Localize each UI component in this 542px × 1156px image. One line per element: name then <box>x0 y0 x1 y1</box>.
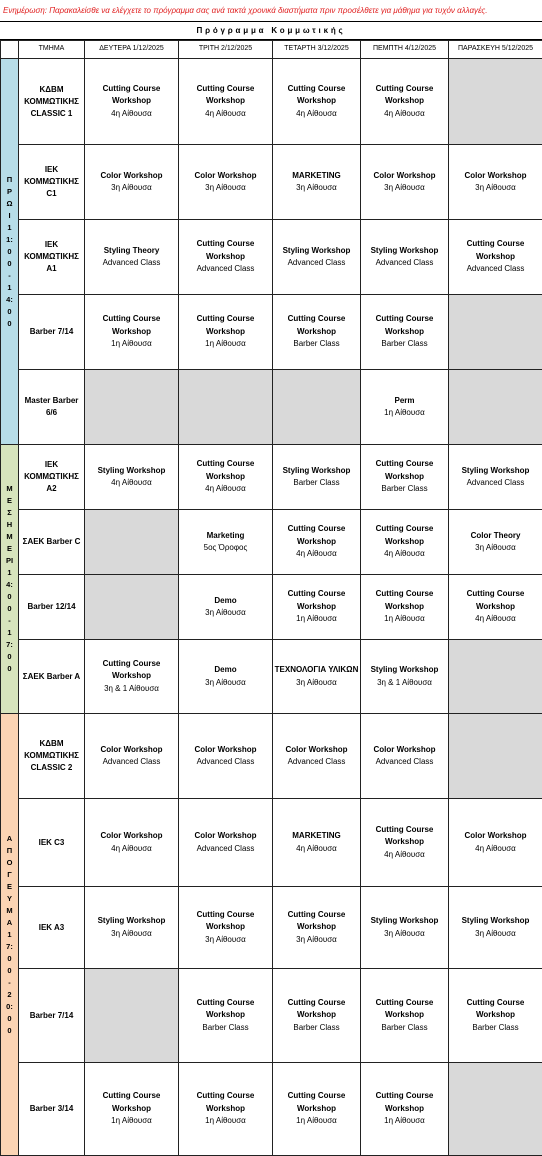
class-cell <box>273 575 361 640</box>
class-cell <box>449 575 542 640</box>
header-wednesday: ΤΕΤΑΡΤΗ 3/12/2025 <box>273 41 361 59</box>
course-name: Styling Workshop <box>449 915 542 928</box>
class-cell <box>273 1063 361 1156</box>
room-name: Advanced Class <box>179 843 272 856</box>
course-name: Cutting Course Workshop <box>85 83 178 108</box>
notice-text: Ενημέρωση: Παρακαλείσθε να ελέγχετε το πρόγραμμα σας ανά τακτά χρονικά διαστήματα πριν προσέλθετε για μάθημα για τυχόν αλλαγές. <box>0 0 542 22</box>
course-name: Styling Workshop <box>85 465 178 478</box>
course-name: Demo <box>179 595 272 608</box>
course-name: Cutting Course Workshop <box>179 238 272 263</box>
course-name: Cutting Course Workshop <box>361 588 448 613</box>
course-name: Styling Theory <box>85 245 178 258</box>
room-name: Advanced Class <box>179 263 272 276</box>
class-cell <box>179 969 273 1063</box>
course-name: Cutting Course Workshop <box>449 238 542 263</box>
room-name: 3η Αίθουσα <box>361 182 448 195</box>
class-cell <box>85 220 179 295</box>
empty-cell <box>85 969 179 1063</box>
table-row <box>1 295 542 370</box>
header-monday: ΔΕΥΤΕΡΑ 1/12/2025 <box>85 41 179 59</box>
course-name: Color Workshop <box>179 170 272 183</box>
course-name: Cutting Course Workshop <box>449 588 542 613</box>
room-name: 4η Αίθουσα <box>273 548 360 561</box>
room-name: Barber Class <box>361 483 448 496</box>
course-name: Cutting Course Workshop <box>179 313 272 338</box>
table-row <box>1 1063 542 1156</box>
class-cell <box>273 510 361 575</box>
room-name: 1η Αίθουσα <box>85 1115 178 1128</box>
course-name: Cutting Course Workshop <box>179 1090 272 1115</box>
empty-cell <box>449 640 542 714</box>
room-name: 4η Αίθουσα <box>449 613 542 626</box>
course-name: Cutting Course Workshop <box>361 83 448 108</box>
course-name: Styling Workshop <box>361 915 448 928</box>
empty-cell <box>449 59 542 145</box>
class-cell <box>179 510 273 575</box>
class-cell <box>449 969 542 1063</box>
header-tuesday: ΤΡΙΤΗ 2/12/2025 <box>179 41 273 59</box>
class-cell <box>361 799 449 887</box>
room-name: Advanced Class <box>85 257 178 270</box>
room-name: 3η Αίθουσα <box>273 934 360 947</box>
course-name: Cutting Course Workshop <box>361 523 448 548</box>
room-name: 4η Αίθουσα <box>273 108 360 121</box>
table-row <box>1 445 542 510</box>
class-cell <box>85 145 179 220</box>
department-cell: Barber 7/14 <box>19 969 85 1063</box>
class-cell <box>273 59 361 145</box>
room-name: 4η Αίθουσα <box>361 108 448 121</box>
course-name: Cutting Course Workshop <box>449 997 542 1022</box>
room-name: 3η Αίθουσα <box>449 928 542 941</box>
course-name: ΤΕΧΝΟΛΟΓΙΑ ΥΛΙΚΩΝ <box>273 664 360 677</box>
room-name: 3η Αίθουσα <box>449 182 542 195</box>
department-cell: ΙΕΚ C3 <box>19 799 85 887</box>
empty-cell <box>85 575 179 640</box>
course-name: Cutting Course Workshop <box>361 997 448 1022</box>
schedule-table <box>0 40 542 1156</box>
table-row <box>1 575 542 640</box>
course-name: Color Workshop <box>179 830 272 843</box>
class-cell <box>179 59 273 145</box>
room-name: Advanced Class <box>273 756 360 769</box>
class-cell <box>179 799 273 887</box>
course-name: Styling Workshop <box>85 915 178 928</box>
room-name: 3η Αίθουσα <box>179 677 272 690</box>
course-name: Perm <box>361 395 448 408</box>
table-row <box>1 370 542 445</box>
room-name: 3η Αίθουσα <box>179 182 272 195</box>
department-cell: ΣΑΕΚ Barber A <box>19 640 85 714</box>
department-cell: Barber 12/14 <box>19 575 85 640</box>
time-slot-label <box>1 445 19 714</box>
class-cell <box>179 1063 273 1156</box>
course-name: Color Workshop <box>85 744 178 757</box>
room-name: Advanced Class <box>449 263 542 276</box>
class-cell <box>85 887 179 969</box>
room-name: 3η Αίθουσα <box>85 182 178 195</box>
room-name: 3η & 1 Αίθουσα <box>361 677 448 690</box>
course-name: Color Workshop <box>361 744 448 757</box>
room-name: 1η Αίθουσα <box>361 407 448 420</box>
course-name: Cutting Course Workshop <box>361 313 448 338</box>
room-name: 3η Αίθουσα <box>273 677 360 690</box>
page-title: Πρόγραμμα Κομμωτικής <box>0 22 542 40</box>
class-cell <box>361 1063 449 1156</box>
room-name: 3η Αίθουσα <box>361 928 448 941</box>
room-name: 1η Αίθουσα <box>361 1115 448 1128</box>
room-name: 4η Αίθουσα <box>179 108 272 121</box>
class-cell <box>273 969 361 1063</box>
room-name: 4η Αίθουσα <box>361 849 448 862</box>
class-cell <box>85 799 179 887</box>
time-slot-text: ΠΡΩΙ 11:00 - 14:00 <box>6 174 14 330</box>
class-cell <box>361 714 449 799</box>
room-name: Barber Class <box>179 1022 272 1035</box>
class-cell <box>361 145 449 220</box>
course-name: Cutting Course Workshop <box>85 658 178 683</box>
room-name: 1η Αίθουσα <box>179 338 272 351</box>
course-name: Color Workshop <box>449 830 542 843</box>
course-name: Color Workshop <box>273 744 360 757</box>
class-cell <box>449 445 542 510</box>
empty-cell <box>449 370 542 445</box>
course-name: Cutting Course Workshop <box>273 83 360 108</box>
class-cell <box>179 575 273 640</box>
course-name: Cutting Course Workshop <box>273 313 360 338</box>
class-cell <box>273 145 361 220</box>
room-name: Barber Class <box>361 338 448 351</box>
course-name: Cutting Course Workshop <box>361 458 448 483</box>
class-cell <box>85 714 179 799</box>
room-name: 4η Αίθουσα <box>85 843 178 856</box>
department-cell: Barber 7/14 <box>19 295 85 370</box>
class-cell <box>273 445 361 510</box>
class-cell <box>179 640 273 714</box>
room-name: 3η & 1 Αίθουσα <box>85 683 178 696</box>
course-name: Cutting Course Workshop <box>273 588 360 613</box>
course-name: Cutting Course Workshop <box>179 997 272 1022</box>
class-cell <box>273 887 361 969</box>
course-name: Cutting Course Workshop <box>361 1090 448 1115</box>
table-row <box>1 969 542 1063</box>
room-name: 4η Αίθουσα <box>361 548 448 561</box>
time-slot-label <box>1 714 19 1156</box>
room-name: Barber Class <box>449 1022 542 1035</box>
department-cell: ΚΔΒΜ ΚΟΜΜΩΤΙΚΗΣ CLASSIC 1 <box>19 59 85 145</box>
course-name: Cutting Course Workshop <box>179 909 272 934</box>
room-name: 3η Αίθουσα <box>179 934 272 947</box>
class-cell <box>179 145 273 220</box>
course-name: Color Theory <box>449 530 542 543</box>
room-name: Barber Class <box>273 1022 360 1035</box>
course-name: Cutting Course Workshop <box>273 523 360 548</box>
header-friday: ΠΑΡΑΣΚΕΥΗ 5/12/2025 <box>449 41 542 59</box>
class-cell <box>273 714 361 799</box>
course-name: Color Workshop <box>85 830 178 843</box>
class-cell <box>273 640 361 714</box>
department-cell: ΙΕΚ ΚΟΜΜΩΤΙΚΗΣ A1 <box>19 220 85 295</box>
room-name: Advanced Class <box>85 756 178 769</box>
course-name: Styling Workshop <box>449 465 542 478</box>
class-cell <box>179 445 273 510</box>
time-slot-text: ΑΠΟΓΕΥΜΑ 17:00 - 20:00 <box>6 833 14 1037</box>
room-name: Barber Class <box>361 1022 448 1035</box>
class-cell <box>179 887 273 969</box>
class-cell <box>85 295 179 370</box>
department-cell: ΙΕΚ Α3 <box>19 887 85 969</box>
class-cell <box>361 887 449 969</box>
department-cell: Master Barber 6/6 <box>19 370 85 445</box>
room-name: Advanced Class <box>361 756 448 769</box>
room-name: 4η Αίθουσα <box>449 843 542 856</box>
room-name: Advanced Class <box>179 756 272 769</box>
room-name: 4η Αίθουσα <box>273 843 360 856</box>
class-cell <box>449 145 542 220</box>
empty-cell <box>449 714 542 799</box>
empty-cell <box>449 1063 542 1156</box>
table-row <box>1 510 542 575</box>
class-cell <box>361 220 449 295</box>
class-cell <box>361 575 449 640</box>
class-cell <box>179 295 273 370</box>
course-name: Cutting Course Workshop <box>273 909 360 934</box>
course-name: Color Workshop <box>85 170 178 183</box>
time-slot-text: ΜΕΣΗΜΕΡΙ 14:00 - 17:00 <box>6 483 14 675</box>
course-name: Styling Workshop <box>273 465 360 478</box>
room-name: 1η Αίθουσα <box>273 613 360 626</box>
empty-cell <box>179 370 273 445</box>
class-cell <box>449 799 542 887</box>
room-name: 1η Αίθουσα <box>361 613 448 626</box>
room-name: 4η Αίθουσα <box>85 477 178 490</box>
class-cell <box>361 295 449 370</box>
class-cell <box>273 295 361 370</box>
class-cell <box>85 1063 179 1156</box>
course-name: Cutting Course Workshop <box>179 83 272 108</box>
class-cell <box>85 640 179 714</box>
course-name: Color Workshop <box>449 170 542 183</box>
room-name: 4η Αίθουσα <box>179 483 272 496</box>
class-cell <box>85 445 179 510</box>
class-cell <box>273 799 361 887</box>
room-name: Barber Class <box>273 477 360 490</box>
course-name: Color Workshop <box>361 170 448 183</box>
empty-cell <box>273 370 361 445</box>
course-name: Color Workshop <box>179 744 272 757</box>
class-cell <box>273 220 361 295</box>
room-name: 3η Αίθουσα <box>449 542 542 555</box>
table-row <box>1 145 542 220</box>
room-name: 3η Αίθουσα <box>85 928 178 941</box>
class-cell <box>449 887 542 969</box>
table-row <box>1 887 542 969</box>
room-name: Barber Class <box>273 338 360 351</box>
table-row <box>1 714 542 799</box>
course-name: Cutting Course Workshop <box>273 1090 360 1115</box>
department-cell: ΙΕΚ ΚΟΜΜΩΤΙΚΗΣ C1 <box>19 145 85 220</box>
class-cell <box>361 370 449 445</box>
class-cell <box>179 714 273 799</box>
class-cell <box>179 220 273 295</box>
room-name: 3η Αίθουσα <box>179 607 272 620</box>
room-name: 1η Αίθουσα <box>273 1115 360 1128</box>
table-row <box>1 59 542 145</box>
room-name: 3η Αίθουσα <box>273 182 360 195</box>
room-name: 1η Αίθουσα <box>85 338 178 351</box>
course-name: Styling Workshop <box>361 245 448 258</box>
room-name: 1η Αίθουσα <box>179 1115 272 1128</box>
department-cell: ΣΑΕΚ Barber C <box>19 510 85 575</box>
course-name: Demo <box>179 664 272 677</box>
class-cell <box>361 969 449 1063</box>
room-name: Advanced Class <box>449 477 542 490</box>
header-corner <box>1 41 19 59</box>
header-row <box>1 41 542 59</box>
room-name: Advanced Class <box>361 257 448 270</box>
department-cell: ΚΔΒΜ ΚΟΜΜΩΤΙΚΗΣ CLASSIC 2 <box>19 714 85 799</box>
course-name: Cutting Course Workshop <box>179 458 272 483</box>
class-cell <box>449 510 542 575</box>
course-name: Cutting Course Workshop <box>273 997 360 1022</box>
empty-cell <box>449 295 542 370</box>
department-cell: Barber 3/14 <box>19 1063 85 1156</box>
header-dept: ΤΜΗΜΑ <box>19 41 85 59</box>
class-cell <box>85 59 179 145</box>
empty-cell <box>85 370 179 445</box>
class-cell <box>449 220 542 295</box>
course-name: Styling Workshop <box>273 245 360 258</box>
course-name: Marketing <box>179 530 272 543</box>
class-cell <box>361 510 449 575</box>
time-slot-label <box>1 59 19 445</box>
room-name: 5ος Όροφος <box>179 542 272 555</box>
room-name: Advanced Class <box>273 257 360 270</box>
course-name: Cutting Course Workshop <box>85 313 178 338</box>
course-name: Styling Workshop <box>361 664 448 677</box>
room-name: 4η Αίθουσα <box>85 108 178 121</box>
class-cell <box>361 640 449 714</box>
department-cell: ΙΕΚ ΚΟΜΜΩΤΙΚΗΣ A2 <box>19 445 85 510</box>
course-name: Cutting Course Workshop <box>361 824 448 849</box>
class-cell <box>361 59 449 145</box>
header-thursday: ΠΕΜΠΤΗ 4/12/2025 <box>361 41 449 59</box>
class-cell <box>361 445 449 510</box>
course-name: MARKETING <box>273 830 360 843</box>
table-row <box>1 640 542 714</box>
empty-cell <box>85 510 179 575</box>
course-name: Cutting Course Workshop <box>85 1090 178 1115</box>
course-name: MARKETING <box>273 170 360 183</box>
table-row <box>1 220 542 295</box>
table-row <box>1 799 542 887</box>
